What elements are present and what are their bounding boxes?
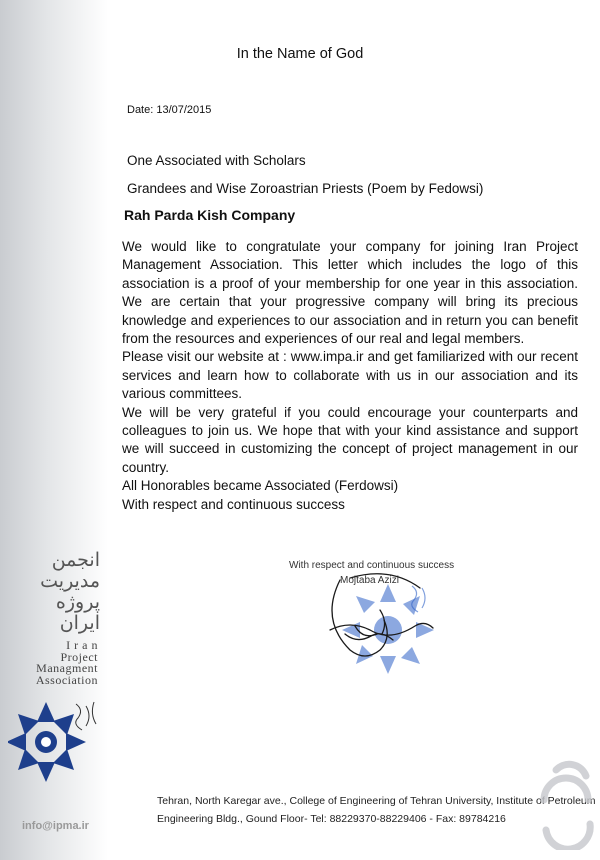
logo-persian-line: انجمن bbox=[51, 549, 100, 571]
logo-english-text bbox=[14, 640, 98, 686]
body-paragraph: We will be very grateful if you could encourage your counterparts and colleagues to join us. We hope that with your kind assistance and support we will succeed in customizing the concept of project management in our country. bbox=[122, 404, 578, 475]
logo-english-line: Project bbox=[60, 649, 98, 664]
salutation-line-1: One Associated with Scholars bbox=[127, 153, 306, 168]
contact-email: info@ipma.ir bbox=[22, 820, 89, 832]
logo-persian-line: پروژه bbox=[55, 591, 100, 613]
footer-address-line-1: Tehran, North Karegar ave., College of Engineering of Tehran University, Institute of Petroleum bbox=[157, 795, 596, 807]
body-paragraph: With respect and continuous success bbox=[122, 496, 345, 512]
footer-address-line-2: Engineering Bldg., Gound Floor- Tel: 88229370-88229406 - Fax: 89784216 bbox=[157, 813, 506, 825]
letter-heading: In the Name of God bbox=[236, 46, 364, 62]
logo-persian-text bbox=[8, 550, 100, 634]
letter-date: Date: 13/07/2015 bbox=[127, 104, 212, 116]
letter-body bbox=[122, 238, 578, 514]
body-paragraph: Please visit our website at : www.impa.ir and get familiarized with our recent services and learn how to collaborate with us in our association and its various committees. bbox=[122, 349, 578, 402]
logo-english-line: I r a n bbox=[66, 638, 98, 652]
watermark-logo-icon bbox=[536, 760, 596, 850]
association-emblem-icon bbox=[8, 694, 104, 786]
salutation-line-2: Grandees and Wise Zoroastrian Priests (Poem by Fedowsi) bbox=[127, 181, 484, 196]
body-paragraph: We would like to congratulate your company for joining Iran Project Management Association. This letter which includes the logo of this association is a proof of your membership for one year in this association. We are certain that your progressive company will bring its precious knowledge and experiences to our association and in return you can benefit from the resources and experiences of our real and legal members. bbox=[122, 239, 578, 347]
logo-persian-line: مدیریت bbox=[40, 570, 100, 592]
body-paragraph: All Honorables became Associated (Ferdowsi) bbox=[122, 478, 399, 494]
logo-english-line: Association bbox=[35, 672, 98, 687]
signatory-name: Mojtaba Azizi bbox=[340, 575, 399, 586]
logo-persian-line: ایران bbox=[59, 612, 100, 634]
signature-closing: With respect and continuous success bbox=[289, 560, 455, 571]
recipient-company: Rah Parda Kish Company bbox=[124, 207, 296, 223]
logo-english-line: Managment bbox=[36, 661, 98, 675]
